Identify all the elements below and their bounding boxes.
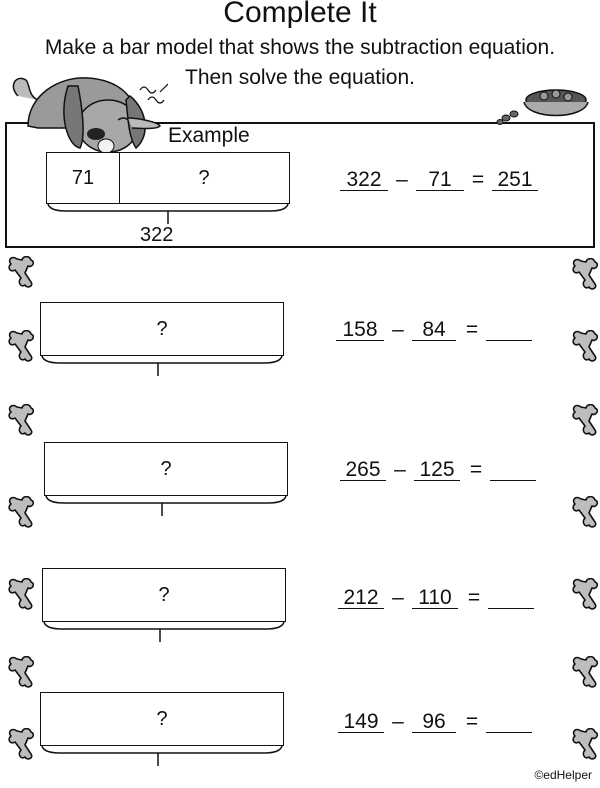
- problem-4-brace: [40, 746, 284, 768]
- bone-icon: [572, 404, 598, 438]
- minus-sign: –: [392, 318, 404, 341]
- problem-4-bar: [40, 692, 284, 746]
- problem-3-equation: [338, 586, 538, 616]
- problem-3-subtrahend: 110: [412, 586, 458, 609]
- equals-sign: =: [469, 458, 483, 481]
- example-label: Example: [168, 124, 250, 147]
- minus-sign: –: [392, 586, 404, 609]
- bone-icon: [572, 258, 598, 292]
- problem-2-brace: [44, 496, 288, 518]
- bone-icon: [8, 256, 34, 290]
- example-part-segment: 71: [47, 153, 120, 203]
- example-subtrahend: 71: [416, 168, 464, 191]
- equals-sign: =: [465, 710, 479, 733]
- problem-3-bar: [42, 568, 286, 622]
- problem-2-bar: [44, 442, 288, 496]
- bone-icon: [8, 656, 34, 690]
- problem-2-unknown: ?: [160, 457, 172, 480]
- problem-4-subtrahend: 96: [412, 710, 456, 733]
- problem-1-subtrahend: 84: [412, 318, 456, 341]
- problem-3-minuend: 212: [338, 586, 384, 609]
- bone-icon: [572, 728, 598, 762]
- bone-icon: [8, 728, 34, 762]
- bone-icon: [8, 404, 34, 438]
- problem-4-equation: [338, 710, 538, 740]
- problem-3-unknown: ?: [158, 583, 170, 606]
- page-title: Complete It: [223, 0, 377, 29]
- problem-1-bar: [40, 302, 284, 356]
- problem-4-unknown: ?: [156, 707, 168, 730]
- equals-sign: =: [471, 168, 485, 191]
- example-bar: [46, 152, 290, 204]
- problem-1-minuend: 158: [336, 318, 384, 341]
- problem-1-brace: [40, 356, 284, 378]
- problem-1-equation: [336, 318, 536, 348]
- problem-2-answer-blank[interactable]: [490, 458, 536, 481]
- bone-icon: [572, 330, 598, 364]
- example-total: 322: [140, 224, 174, 246]
- equals-sign: =: [467, 586, 481, 609]
- problem-2-subtrahend: 125: [414, 458, 460, 481]
- problem-2-minuend: 265: [340, 458, 386, 481]
- bone-icon: [8, 330, 34, 364]
- example-brace: [46, 204, 290, 226]
- dog-illustration: [8, 56, 168, 156]
- problem-3-brace: [42, 622, 286, 644]
- minus-sign: –: [392, 710, 404, 733]
- problem-1-unknown: ?: [156, 317, 168, 340]
- example-difference: 251: [492, 168, 538, 191]
- minus-sign: –: [394, 458, 406, 481]
- problem-4-minuend: 149: [338, 710, 384, 733]
- copyright-credit: ©edHelper: [534, 768, 592, 782]
- instructions-line-2: Then solve the equation.: [185, 66, 415, 89]
- problem-1-answer-blank[interactable]: [486, 318, 532, 341]
- problem-2-equation: [340, 458, 540, 488]
- example-equation: [340, 168, 540, 198]
- problem-3-answer-blank[interactable]: [488, 586, 534, 609]
- equals-sign: =: [465, 318, 479, 341]
- instructions-line-1: Make a bar model that shows the subtraction equation.: [44, 36, 556, 59]
- example-minuend: 322: [340, 168, 388, 191]
- problem-4-answer-blank[interactable]: [486, 710, 532, 733]
- bone-icon: [572, 656, 598, 690]
- bone-icon: [572, 496, 598, 530]
- bone-icon: [8, 496, 34, 530]
- minus-sign: –: [396, 168, 408, 191]
- bone-icon: [572, 578, 598, 612]
- dog-food-bowl-illustration: [494, 84, 594, 128]
- bone-icon: [8, 578, 34, 612]
- example-unknown-segment: ?: [198, 166, 210, 189]
